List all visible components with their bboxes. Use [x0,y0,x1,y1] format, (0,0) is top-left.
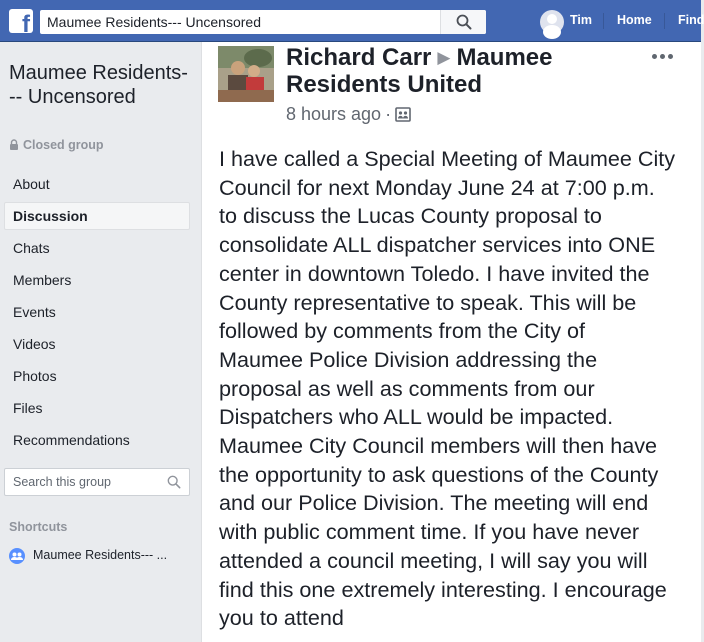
facebook-logo[interactable]: f [9,9,33,33]
search-icon [456,14,472,30]
target-group-link[interactable]: Maumee Residents United [286,44,553,98]
profile-link[interactable]: Tim [570,13,592,27]
meta-separator: · [385,104,392,124]
group-search [4,468,190,496]
shortcut-group-link[interactable] [9,547,194,567]
shortcuts-heading: Shortcuts [9,520,68,534]
sidebar-item-recommendations[interactable]: Recommendations [13,432,130,448]
search-button[interactable] [440,10,486,34]
group-sidebar [0,42,200,642]
sidebar-item-members[interactable]: Members [13,272,72,288]
sidebar-item-discussion[interactable]: Discussion [4,202,190,230]
group-name[interactable]: Maumee Residents--- Uncensored [9,62,188,108]
group-privacy [9,138,104,152]
sidebar-item-chats[interactable]: Chats [13,240,50,256]
sidebar-item-photos[interactable]: Photos [13,368,57,384]
home-link[interactable]: Home [617,13,652,27]
global-search-input[interactable] [40,10,440,34]
search-icon[interactable] [167,475,181,489]
privacy-label: Closed group [23,138,104,152]
top-navigation-bar [0,0,704,42]
feed-post [201,42,701,642]
post-meta [286,104,411,125]
more-dots-icon [668,54,673,59]
lock-icon [9,139,19,150]
share-arrow-icon: ▶ [437,48,451,67]
group-icon [9,548,25,564]
sidebar-item-events[interactable]: Events [13,304,56,320]
nav-divider [603,13,604,29]
post-header [286,44,616,98]
shortcut-label: Maumee Residents--- ... [33,548,168,562]
author-photo [218,46,274,102]
group-search-input[interactable] [5,469,155,495]
post-text: I have called a Special Meeting of Maumee City Council for next Monday June 24 at 7:00 p.m. to discuss the Lucas County proposal to consolidate ALL dispatcher services into ONE center in downtown Toledo. I have invited the County representative to speak. This will be followed by comments from the City of Maumee Police Division addressing the proposal as well as comments from our Dispatchers who ALL would be impacted. Maumee City Council members will then have the opportunity to ask questions of the County and our Police Division. The meeting will end with public comment time. If you have never attended a council meeting, I will say you will find this one extremely interesting. I encourage you to attend [219,146,676,631]
nav-divider [664,13,665,29]
post-options-button[interactable] [642,46,682,66]
find-friends-link[interactable]: Find [678,13,704,27]
author-avatar[interactable] [218,46,274,102]
sidebar-item-files[interactable]: Files [13,400,43,416]
author-name-link[interactable]: Richard Carr [286,44,432,71]
sidebar-item-about[interactable]: About [13,176,50,192]
more-dots-icon [660,54,665,59]
user-silhouette-icon [540,10,564,34]
sidebar-item-videos[interactable]: Videos [13,336,56,352]
user-avatar[interactable] [540,10,564,34]
group-audience-icon [395,107,411,122]
post-timestamp[interactable]: 8 hours ago [286,104,382,124]
global-search [40,10,486,34]
more-dots-icon [652,54,657,59]
